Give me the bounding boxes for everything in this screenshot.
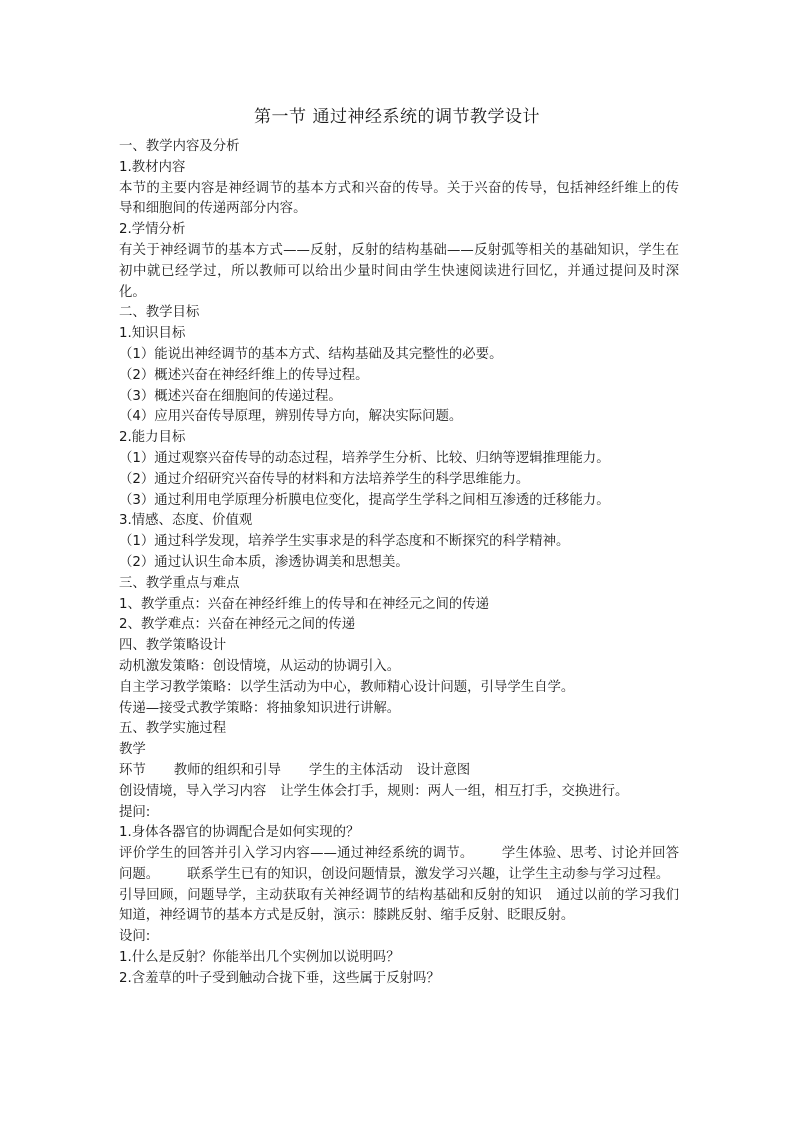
document-body [119,137,679,990]
subsection-heading: 2.能力目标 [119,430,186,446]
table-cell: 联系学生已有的知识，创设问题情景，激发学习兴趣，让学生主动参与学习过程。 [187,866,670,882]
list-item: （2）概述兴奋在神经纤维上的传导过程。 [119,367,369,383]
section-heading: 一、教学内容及分析 [119,139,240,154]
list-item: 2、教学难点：兴奋在神经元之间的传递 [119,617,356,633]
table-header-cell: 环节 [119,762,146,778]
paragraph: 设问: [119,929,151,945]
table-cell: 创设情境，导入学习内容 [119,783,267,799]
subsection-heading: 3.情感、态度、价值观 [119,513,253,529]
table-cell: 引导回顾，问题导学，主动获取有关神经调节的结构基础和反射的知识 [119,887,543,903]
table-cell: 评价学生的回答并引入学习内容——通过神经系统的调节。 [119,846,474,862]
section-heading: 二、教学目标 [119,305,200,321]
list-item: （1）能说出神经调节的基本方式、结构基础及其完整性的必要。 [119,346,503,362]
paragraph: 提问: [119,804,151,820]
table-header [119,761,679,782]
table-header-cell: 教师的组织和引导 [173,762,281,778]
paragraph: 有关于神经调节的基本方式——反射，反射的结构基础——反射弧等相关的基础知识，学生在初中就已经学过，所以教师可以给出少量时间由学生快速阅读进行回忆，并通过提问及时深化。 [119,242,679,300]
subsection-heading: 2.学情分析 [119,222,186,238]
question: 1.什么是反射？你能举出几个实例加以说明吗？ [119,950,400,966]
list-item: （4）应用兴奋传导原理，辨别传导方向，解决实际问题。 [119,409,463,425]
list-item: （1）通过科学发现，培养学生实事求是的科学态度和不断探究的科学精神。 [119,534,570,550]
paragraph: 传递—接受式教学策略：将抽象知识进行讲解。 [119,700,401,716]
list-item: （3）概述兴奋在细胞间的传递过程。 [119,388,342,404]
document-title: 第一节 通过神经系统的调节教学设计 [254,107,540,127]
table-header-cell: 设计意图 [416,762,471,778]
paragraph: 动机激发策略：创设情境，从运动的协调引入。 [119,658,401,674]
section-heading: 三、教学重点与难点 [119,575,240,591]
table-row [119,782,679,803]
paragraph: 本节的主要内容是神经调节的基本方式和兴奋的传导。关于兴奋的传导，包括神经纤维上的传导和细胞间的传递两部分内容。 [119,180,679,217]
subsection-heading: 1.教材内容 [119,159,186,175]
table-row [119,844,679,886]
table-header-cell: 学生的主体活动 [308,762,403,778]
question: 2.含羞草的叶子受到触动合拢下垂，这些属于反射吗？ [119,970,440,986]
list-item: （2）通过介绍研究兴奋传导的材料和方法培养学生的科学思维能力。 [119,471,530,487]
list-item: （1）通过观察兴奋传导的动态过程，培养学生分析、比较、归纳等逻辑推理能力。 [119,450,610,466]
paragraph: 教学 [119,742,146,758]
table-cell: 学生体验、思考、讨论并回答问题。 [119,846,680,882]
table-cell: 让学生体会打手，规则：两人一组，相互打手，交换进行。 [280,783,629,799]
section-heading: 四、教学策略设计 [119,638,227,654]
list-item: （2）通过认识生命本质，渗透协调美和思想美。 [119,554,409,570]
paragraph: 自主学习教学策略：以学生活动为中心，教师精心设计问题，引导学生自学。 [119,679,575,695]
section-heading: 五、教学实施过程 [119,721,227,737]
list-item: 1、教学重点：兴奋在神经纤维上的传导和在神经元之间的传递 [119,596,490,612]
table-row [119,886,679,928]
list-item: （3）通过利用电学原理分析膜电位变化，提高学生学科之间相互渗透的迁移能力。 [119,492,610,508]
table-cell: 通过以前的学习我们知道，神经调节的基本方式是反射，演示：膝跳反射、缩手反射、眨眼反射。 [119,887,680,924]
question: 1.身体各器官的协调配合是如何实现的？ [119,825,360,841]
subsection-heading: 1.知识目标 [119,326,186,342]
